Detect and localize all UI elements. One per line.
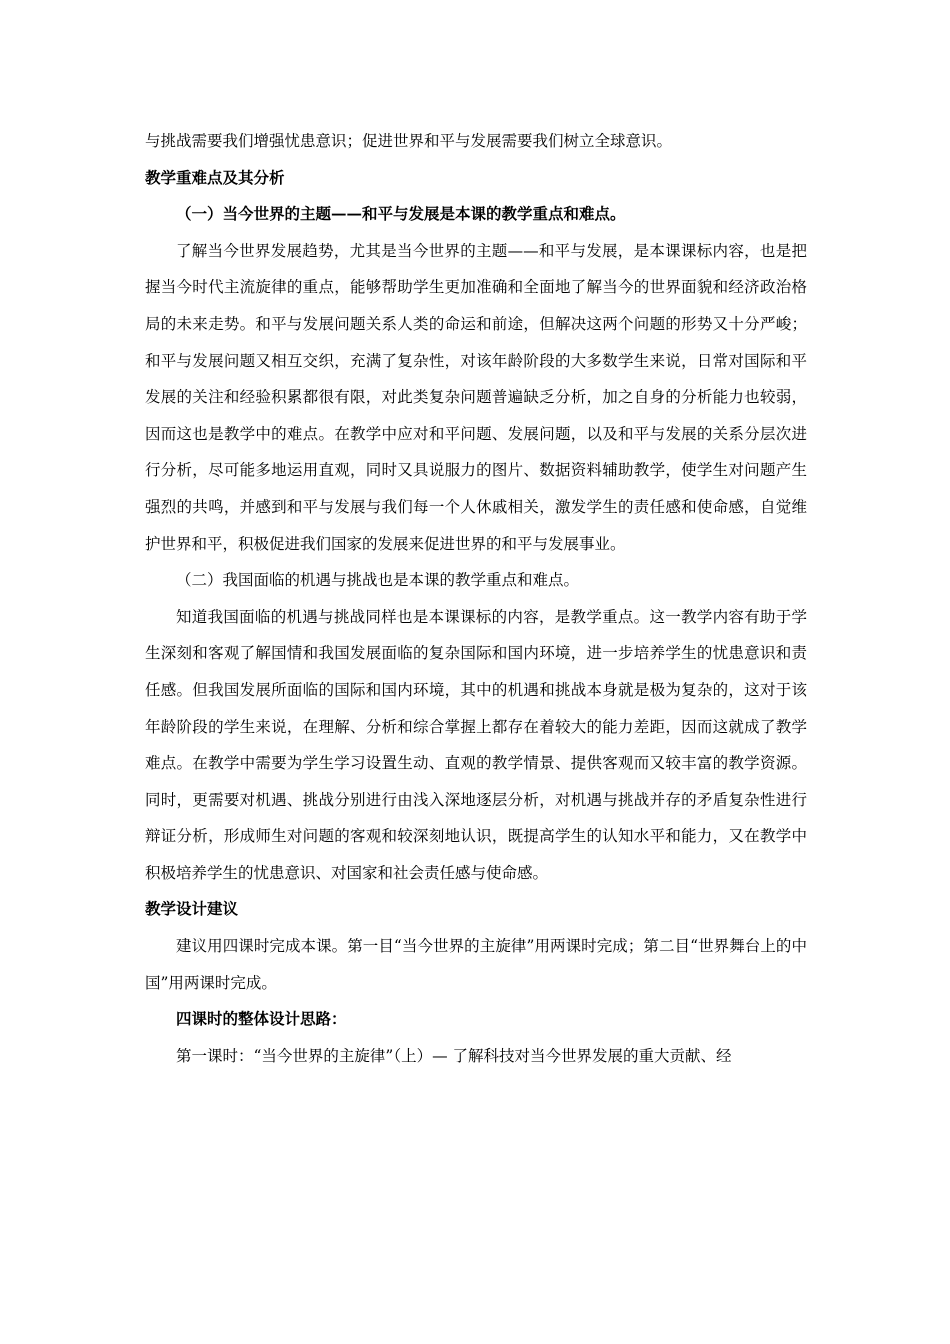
- document-body: [145, 123, 807, 1074]
- paragraph-opportunities-challenges: 知道我国面临的机遇与挑战同样也是本课课标的内容，是教学重点。这一教学内容有助于学生深刻和客观了解国情和我国发展面临的复杂国际和国内环境，进一步培养学生的忧患意识和责任感。但我国发展所面临的国际和国内环境，其中的机遇和挑战本身就是极为复杂的，这对于该年龄阶段的学生来说，在理解、分析和综合掌握上都存在着较大的能力差距，因而这就成了教学难点。在教学中需要为学生学习设置生动、直观的教学情景、提供客观而又较丰富的教学资源。同时，更需要对机遇、挑战分别进行由浅入深地逐层分析，对机遇与挑战并存的矛盾复杂性进行辩证分析，形成师生对问题的客观和较深刻地认识，既提高学生的认知水平和能力，又在教学中积极培养学生的忧患意识、对国家和社会责任感与使命感。: [145, 607, 807, 882]
- paragraph-peace-development: 了解当今世界发展趋势，尤其是当今世界的主题——和平与发展，是本课课标内容，也是把握当今时代主流旋律的重点，能够帮助学生更加准确和全面地了解当今的世界面貌和经济政治格局的未来走势。和平与发展问题关系人类的命运和前途，但解决这两个问题的形势又十分严峻；和平与发展问题又相互交织，充满了复杂性，对该年龄阶段的大多数学生来说，日常对国际和平发展的关注和经验积累都很有限，对此类复杂问题普遍缺乏分析，加之自身的分析能力也较弱，因而这也是教学中的难点。在教学中应对和平问题、发展问题，以及和平与发展的关系分层次进行分析，尽可能多地运用直观，同时又具说服力的图片、数据资料辅助教学，使学生对问题产生强烈的共鸣，并感到和平与发展与我们每一个人休戚相关，激发学生的责任感和使命感，自觉维护世界和平，积极促进我们国家的发展来促进世界的和平与发展事业。: [145, 241, 807, 553]
- section-heading-design-suggestions: 教学设计建议: [145, 899, 239, 919]
- paragraph-first-lesson: 第一课时：“当今世界的主旋律”（上）— 了解科技对当今世界发展的重大贡献、经: [176, 1046, 732, 1065]
- section-heading-key-points: 教学重难点及其分析: [145, 167, 285, 187]
- paragraph-design-suggestions: 建议用四课时完成本课。第一目“当今世界的主旋律”用两课时完成；第二目“世界舞台上的中国”用两课时完成。: [145, 937, 807, 992]
- subheading-peace-development: （一）当今世界的主题——和平与发展是本课的教学重点和难点。: [176, 204, 626, 224]
- subheading-opportunities-challenges: （二）我国面临的机遇与挑战也是本课的教学重点和难点。: [176, 571, 580, 590]
- paragraph-continuation: 与挑战需要我们增强忧患意识；促进世界和平与发展需要我们树立全球意识。: [145, 132, 673, 150]
- subheading-four-lessons: 四课时的整体设计思路：: [176, 1009, 347, 1029]
